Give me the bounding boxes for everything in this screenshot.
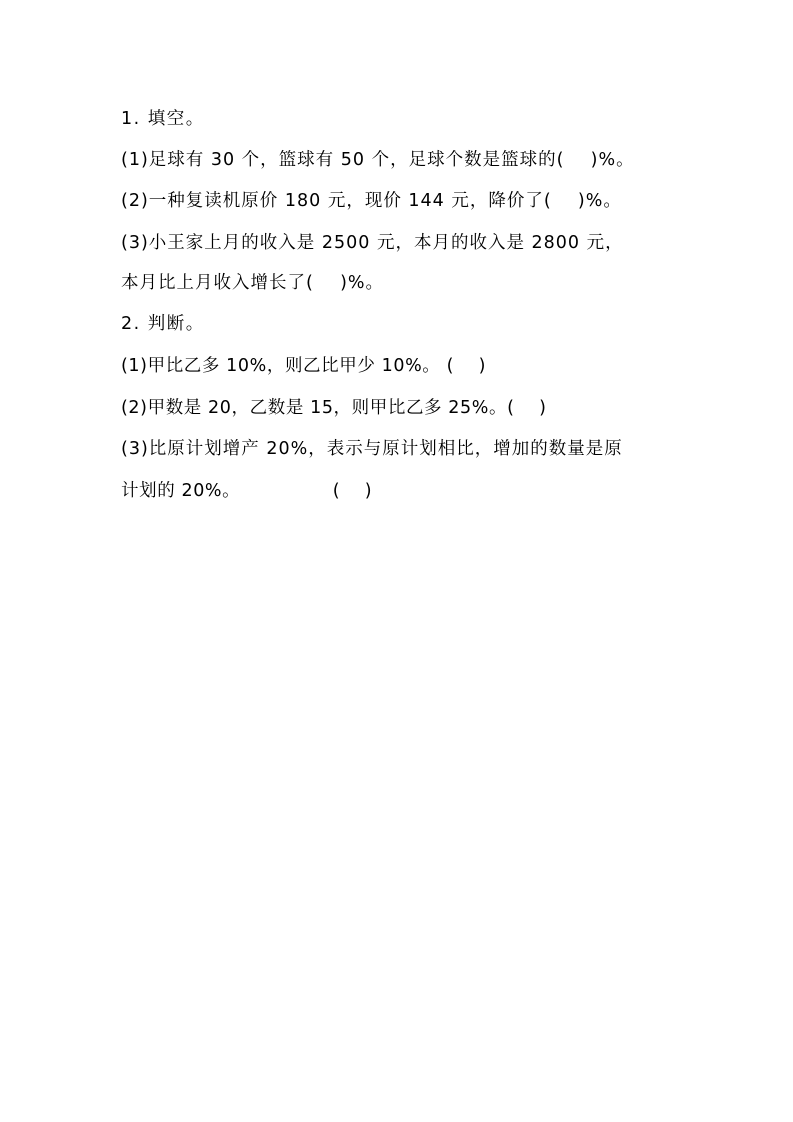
fill-blank-question-3-line-1: (3)小王家上月的收入是 2500 元，本月的收入是 2800 元，: [121, 233, 624, 253]
fill-blank-question-1: (1)足球有 30 个，篮球有 50 个，足球个数是篮球的( )%。: [121, 150, 635, 170]
judgement-question-2: (2)甲数是 20，乙数是 15，则甲比乙多 25%。( ): [121, 398, 547, 418]
section-heading-judgement: 2. 判断。: [121, 314, 205, 334]
section-heading-fill-blank: 1. 填空。: [121, 109, 205, 129]
fill-blank-question-2: (2)一种复读机原价 180 元，现价 144 元，降价了( )%。: [121, 191, 622, 211]
fill-blank-question-3-line-2: 本月比上月收入增长了( )%。: [121, 273, 385, 293]
judgement-question-3-line-1: (3)比原计划增产 20%，表示与原计划相比，增加的数量是原: [121, 439, 623, 459]
judgement-question-3-line-2: 计划的 20%。 ( ): [121, 481, 373, 501]
judgement-question-1: (1)甲比乙多 10%，则乙比甲少 10%。 ( ): [121, 356, 487, 376]
